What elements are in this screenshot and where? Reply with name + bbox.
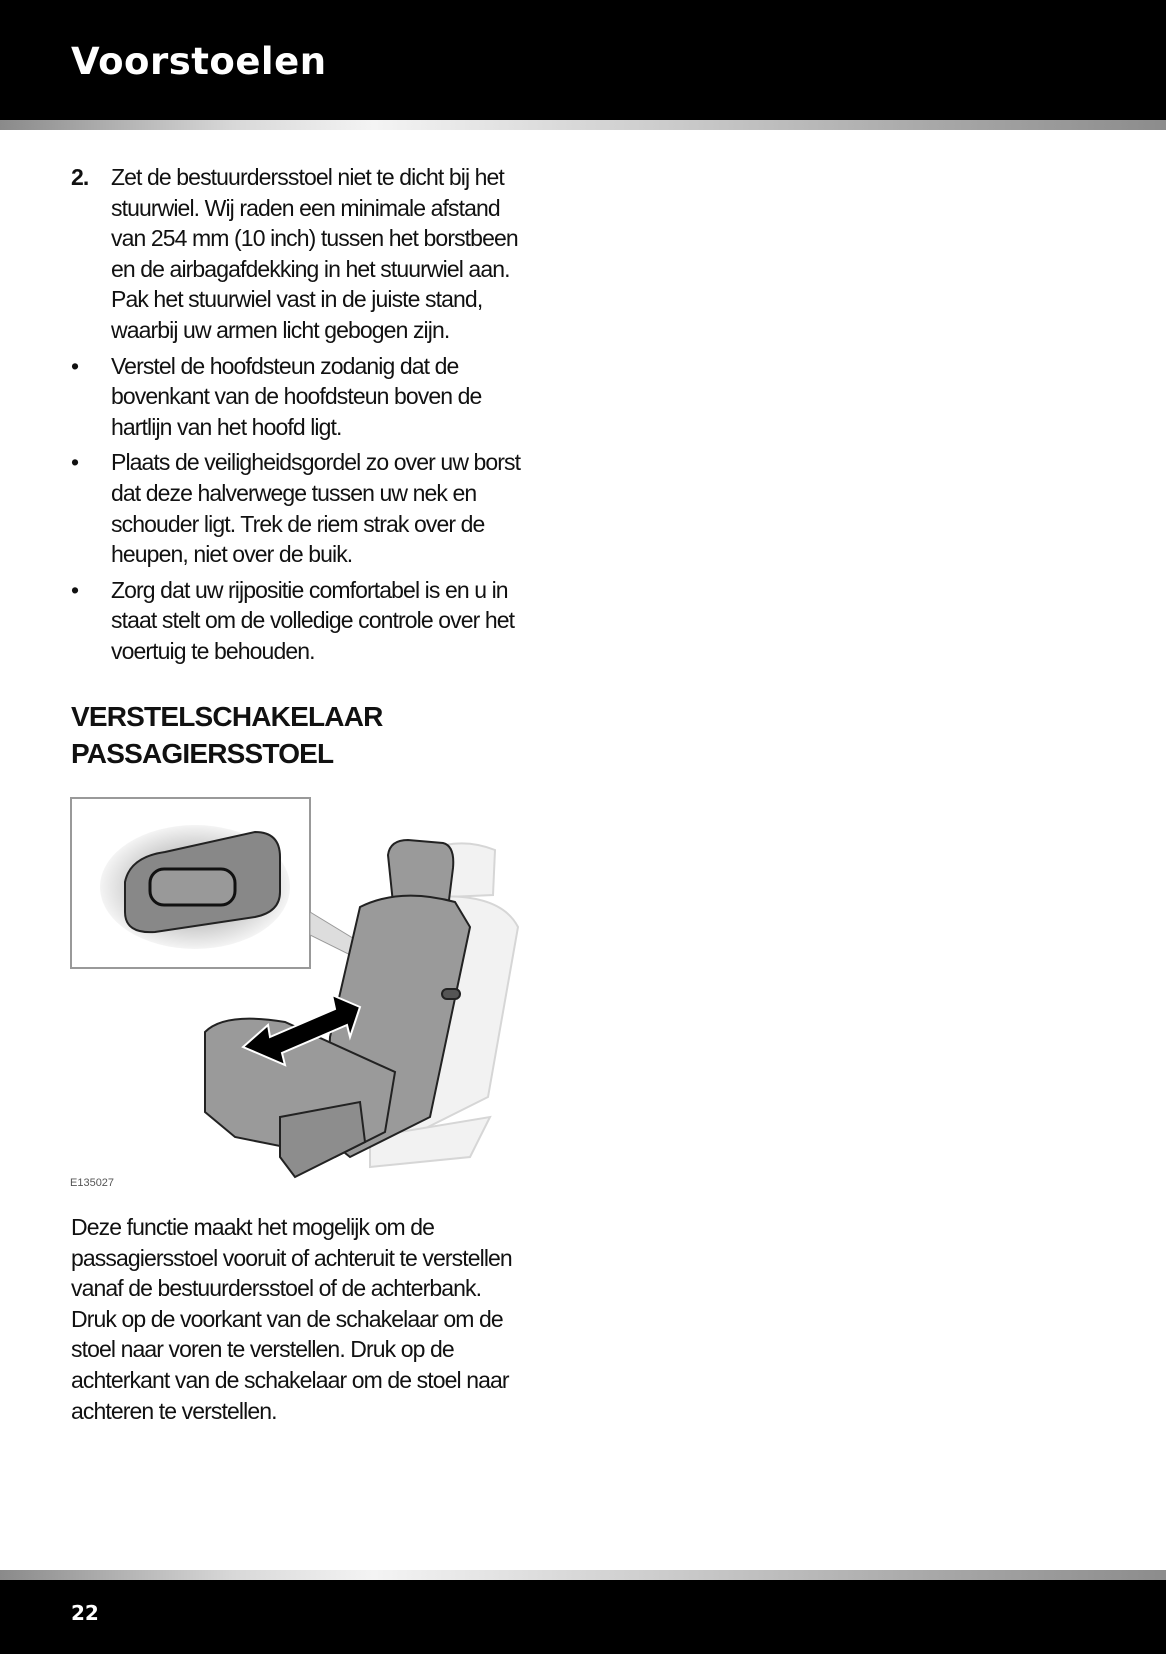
- seat-illustration: [70, 797, 530, 1192]
- description-paragraph: Deze functie maakt het mogelijk om de passagiersstoel vooruit of achteruit te verstellen vanaf de bestuurdersstoel of de achterbank. Druk op de voorkant van de schakelaar om de stoel naar voren te verstellen. Druk op de achterkant van de schakelaar om de stoel naar achteren te verstellen.: [71, 1214, 512, 1424]
- item-number: 2.: [71, 164, 89, 190]
- figure-code: E135027: [70, 1177, 115, 1189]
- header-divider: [0, 120, 1166, 130]
- bullet-item: [71, 575, 531, 667]
- footer-divider: [0, 1570, 1166, 1580]
- bullet-icon: •: [71, 576, 79, 603]
- bullet-icon: •: [71, 449, 79, 476]
- instruction-list: [71, 162, 531, 672]
- bullet-icon: •: [71, 352, 79, 379]
- page-footer: [0, 1580, 1166, 1654]
- heading-line: PASSAGIERSSTOEL: [71, 738, 334, 769]
- heading-line: VERSTELSCHAKELAAR: [71, 701, 383, 732]
- numbered-item: [71, 162, 531, 346]
- page-header: [0, 0, 1166, 120]
- bullet-item: [71, 351, 531, 443]
- section-heading: [71, 698, 383, 772]
- bullet-item: [71, 447, 531, 569]
- switch-button: [150, 869, 235, 905]
- page-title: Voorstoelen: [71, 40, 327, 83]
- page-number: 22: [71, 1601, 99, 1625]
- item-text: Plaats de veiligheidsgordel zo over uw borst dat deze halverwege tussen uw nek en schouder ligt. Trek de riem strak over de heupen, niet over de buik.: [111, 449, 521, 568]
- item-text: Verstel de hoofdsteun zodanig dat de bovenkant van de hoofdsteun boven de hartlijn van het hoofd ligt.: [111, 352, 482, 440]
- item-text: Zorg dat uw rijpositie comfortabel is en u in staat stelt om de volledige controle over het voertuig te behouden.: [111, 576, 515, 664]
- item-text: Zet de bestuurdersstoel niet te dicht bij het stuurwiel. Wij raden een minimale afstand van 254 mm (10 inch) tussen het borstbeen en de airbagafdekking in het stuurwiel aan. Pak het stuurwiel vast in de juiste stand, waarbij uw armen licht gebogen zijn.: [111, 164, 518, 343]
